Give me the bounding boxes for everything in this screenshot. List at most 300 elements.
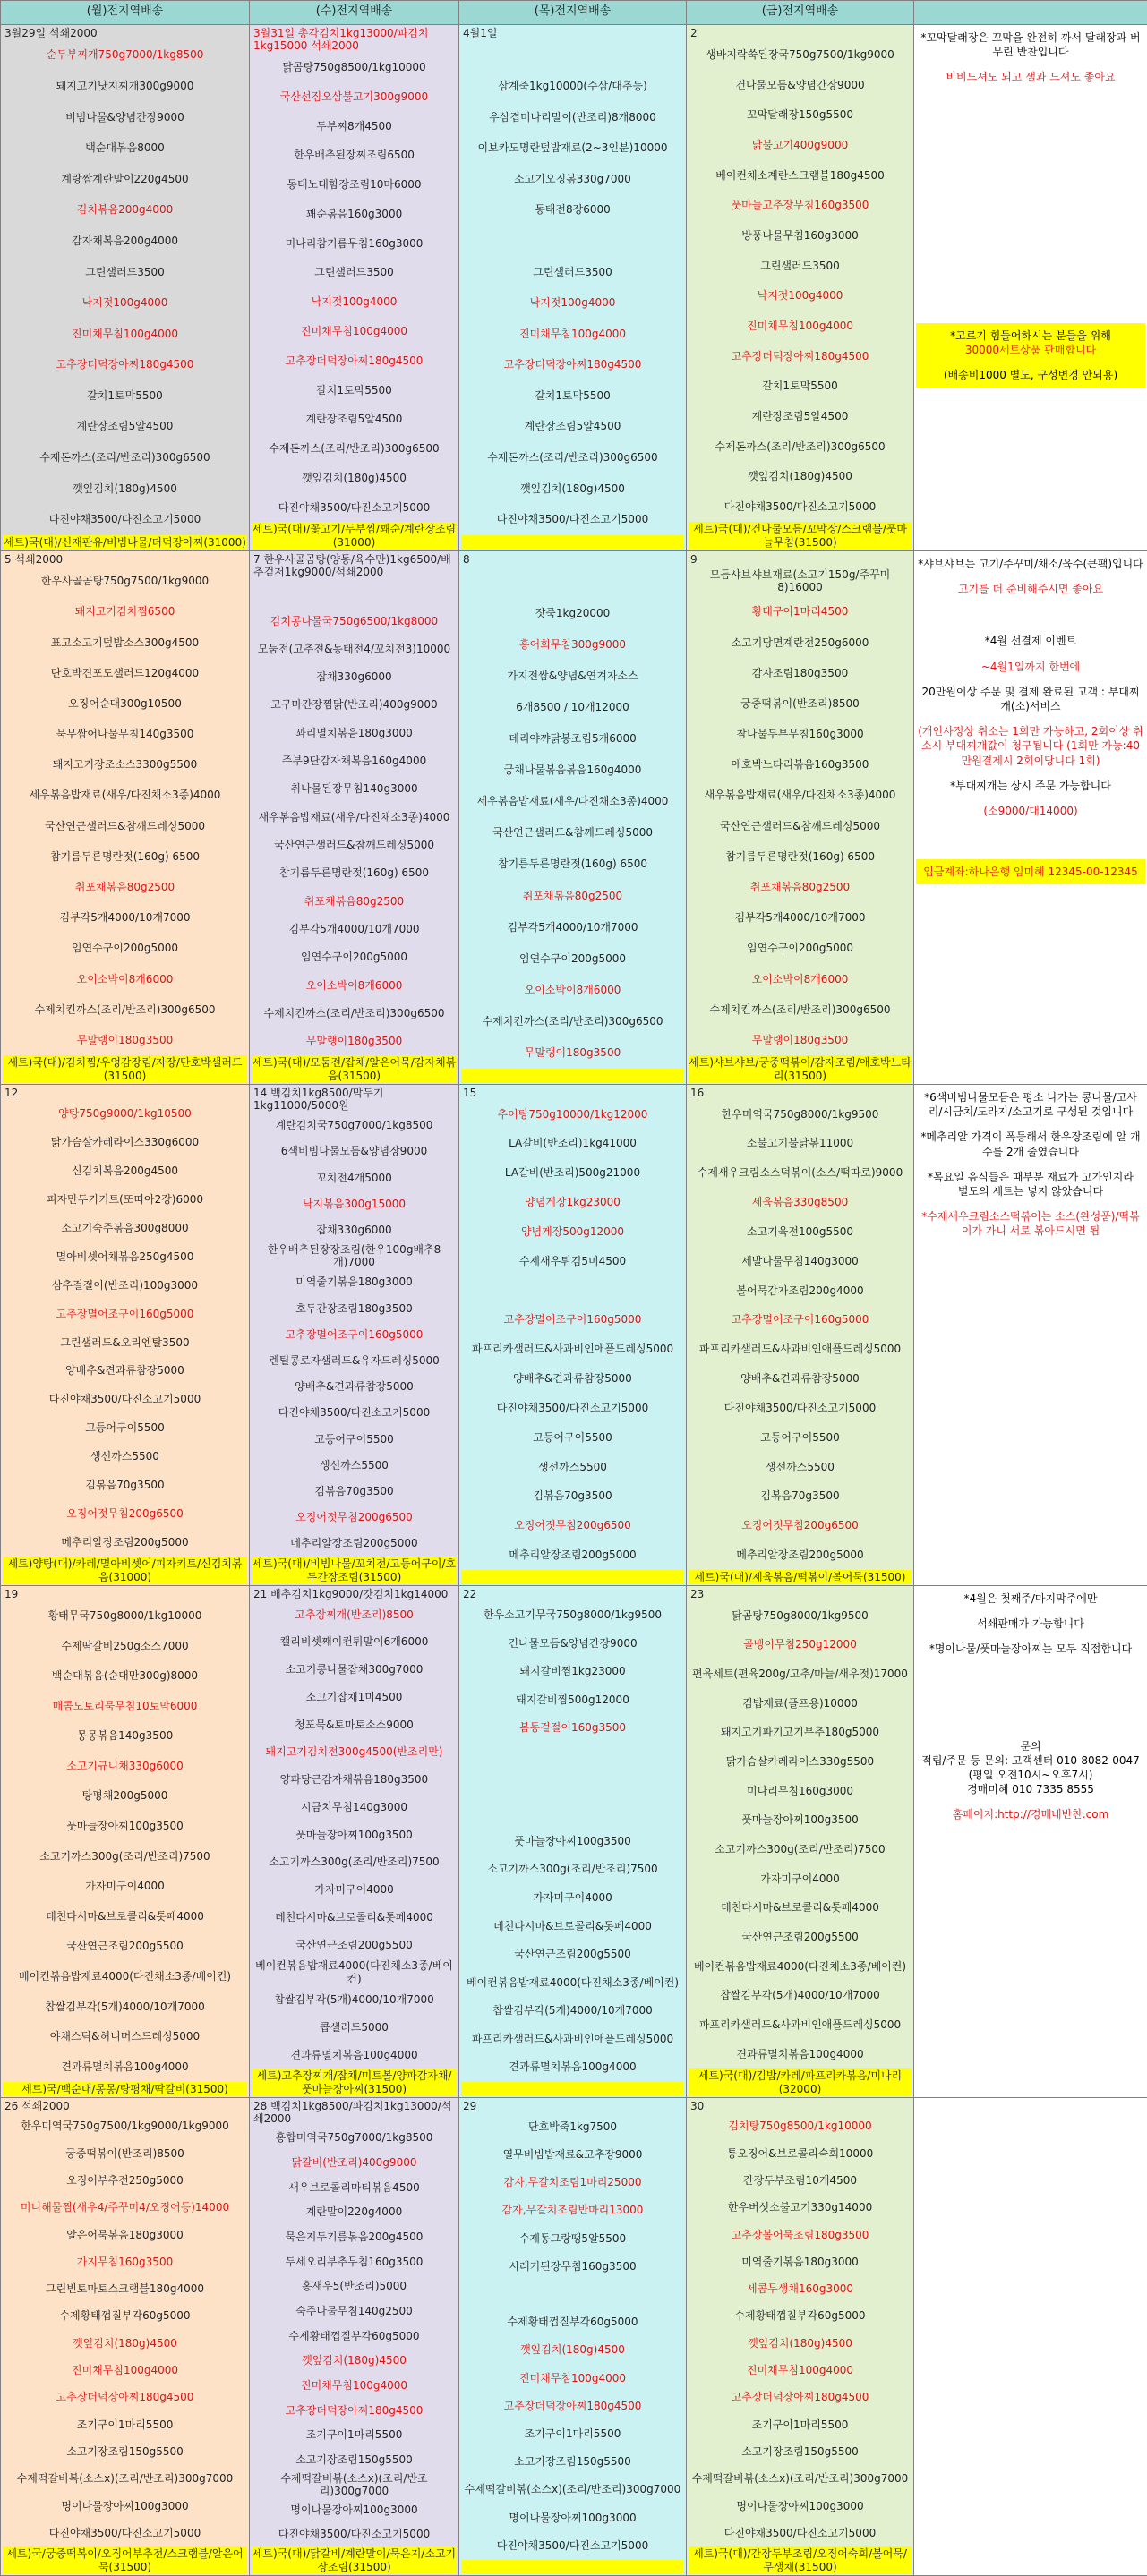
dish-item: 궁중떡볶이(반조리)8500 (689, 688, 912, 719)
dish-item: 새우볶음밥재료(새우/다진채소3종)4000 (252, 803, 457, 831)
day-title: 26 석쇄2000 (3, 2098, 247, 2112)
dish-item: 수제새우크림소스덕볶이(소스/떡따로)9000 (689, 1158, 912, 1188)
dish-item: 수제황태껍질부각60g5000 (689, 2302, 912, 2329)
dish-item: 동태전8장6000 (461, 194, 684, 226)
dish-list (252, 579, 457, 1055)
dish-list (3, 39, 247, 534)
dish-item: 미역줄기볶음180g3000 (252, 1269, 457, 1295)
dish-item: 그린빈토마토스크램블180g4000 (3, 2275, 247, 2302)
dish-item: 한우배추된장장조림(한우100g배추8개)7000 (252, 1243, 457, 1269)
dish-item: 국산선짐오삼불고기300g9000 (252, 82, 457, 112)
day-cell-thu (459, 1586, 687, 2098)
note-line: (배송비1000 별도, 구성변경 안되용) (918, 368, 1143, 382)
dish-item: 계란장조림5알4500 (689, 401, 912, 431)
dish-item: 김밥재료(플프용)10000 (689, 1688, 912, 1718)
dish-item: 갈치1토막5500 (252, 375, 457, 405)
day-title: 14 백김치1kg8500/막두기1kg11000/5000원 (252, 1085, 457, 1113)
dish-item: 잡채330g6000 (252, 663, 457, 691)
dish-item: 국산연근조림200g5500 (689, 1923, 912, 1952)
day-cell-fri (687, 25, 914, 551)
dish-item: 한우소고기무국750g8000/1kg9500 (461, 1600, 684, 1629)
dish-item: 백순대볶음(순대만300g)8000 (3, 1661, 247, 1692)
dish-item: 고등어구이5500 (252, 1426, 457, 1452)
dish-item: 깻잎김치(180g)4500 (252, 2349, 457, 2374)
dish-item: 다진야채3500/다진소고기5000 (252, 1400, 457, 1426)
notes-cell (914, 1586, 1147, 2098)
dish-item: 풋마늘장아찌100g3500 (689, 1805, 912, 1835)
note-block (916, 1586, 1145, 1611)
dish-item: 임연수구이200g5000 (689, 933, 912, 963)
dish-item: 돼지고기김치전300g4500(반조리만) (252, 1738, 457, 1766)
dish-item: 소고기까스300g(조리/반조리)7500 (461, 1855, 684, 1884)
dish-item: 수제떡갈비볶(소스x)(조리/반조리)300g7000 (252, 2472, 457, 2497)
dish-item: 홍어회무침300g9000 (461, 629, 684, 661)
dish-list (3, 1600, 247, 2081)
dish-item: 깻잎김치(180g)4500 (461, 2336, 684, 2364)
set-menu-label (461, 1570, 684, 1584)
dish-item: 두부찌8개4500 (252, 111, 457, 141)
dish-item: 건나물모듬&양념간장9000 (689, 70, 912, 100)
note-block (916, 1085, 1145, 1124)
dish-item: 돼지갈비찜500g12000 (461, 1685, 684, 1714)
dish-item: 베이컨채소계란스크램블180g4500 (689, 160, 912, 191)
note-line: *메추리알 가격이 폭등해서 한우장조림에 알 개수를 2개 줄였습니다 (918, 1130, 1143, 1158)
dish-item: 국산연근조림200g5500 (252, 1931, 457, 1958)
dish-item: 수제돈까스(조리/반조리)300g6500 (461, 442, 684, 473)
day-title: 4월1일 (461, 25, 684, 39)
dish-item (461, 226, 684, 257)
dish-item: 우삼겹미나리말이(반조리)8개8000 (461, 102, 684, 133)
day-cell-thu (459, 25, 687, 551)
dish-item: 닭곰탕750g8000/1kg9500 (689, 1600, 912, 1630)
empty-cell (914, 2098, 1147, 2576)
dish-item: 고추장찌개(반조리)8500 (252, 1600, 457, 1628)
day-title: 29 (461, 2098, 684, 2112)
dish-item: 간장두부조림10개4500 (689, 2167, 912, 2194)
dish-item: 양탕750g9000/1kg10500 (3, 1099, 247, 1128)
dish-item: 감자,무갈치조림반마리13000 (461, 2196, 684, 2224)
dish-item: 단호박견포도샐러드120g4000 (3, 658, 247, 688)
notes-cell (914, 1085, 1147, 1586)
dish-item: 김부각5개4000/10개7000 (689, 902, 912, 933)
dish-item: 감자,무갈치조림1마리25000 (461, 2169, 684, 2196)
dish-item: LA갈비(반조리)1kg41000 (461, 1129, 684, 1158)
dish-item: 고추장더덕장아찌180g4500 (252, 2398, 457, 2423)
day-cell-wed (250, 2098, 459, 2576)
note-line: *4월 선결제 이벤트 (918, 634, 1143, 648)
dish-item: 통오징어&브로콜리숙회10000 (689, 2140, 912, 2167)
dish-item: 고등어구이5500 (461, 1423, 684, 1453)
dish-item: 다진야채3500/다진소고기5000 (461, 504, 684, 535)
dish-item: 수제치킨까스(조리/반조리)300g6500 (461, 1005, 684, 1036)
dish-item: 소고기잡채1미4500 (252, 1684, 457, 1711)
day-cell-wed (250, 1586, 459, 2098)
dish-item (461, 566, 684, 597)
day-title: 2 (689, 25, 912, 39)
dish-item: 방풍나물무침160g3000 (689, 220, 912, 251)
dish-item: 그린샐러드3500 (252, 258, 457, 287)
dish-item: 명이나물장아찌100g3000 (461, 2503, 684, 2531)
day-title: 22 (461, 1586, 684, 1600)
dish-item: 오이소박이8개6000 (252, 971, 457, 999)
dish-item: 한우미역국750g8000/1kg9500 (689, 1099, 912, 1129)
set-menu-label: 세트)국(대)/제육볶음/떡볶이/볼어묵(31500) (689, 1570, 912, 1584)
dish-item: 미니해물찜(새우4/주꾸미4/오징어등)14000 (3, 2194, 247, 2221)
dish-item: 탕평채200g5000 (3, 1781, 247, 1812)
dish-item: 낙지젓100g4000 (689, 281, 912, 311)
dish-item: 황태구이1마리4500 (689, 597, 912, 627)
note-block (916, 1164, 1145, 1204)
dish-item: 미나리무침160g3000 (689, 1776, 912, 1805)
dish-item: 닭가슴살카레라이스330g5500 (689, 1747, 912, 1777)
dish-item: 골뱅이무침250g12000 (689, 1630, 912, 1659)
dish-item: 추어탕750g10000/1kg12000 (461, 1099, 684, 1129)
dish-item: 알은어묵볶음180g3000 (3, 2222, 247, 2248)
dish-item: 파프리카샐러드&사과비인애플드레싱5000 (689, 2010, 912, 2040)
day-cell-fri (687, 1586, 914, 2098)
dish-item: 렌틸콩로자샐러드&유자드레싱5000 (252, 1348, 457, 1374)
dish-item: 수제떡갈비볶(소스x)(조리/반조리)300g7000 (689, 2465, 912, 2492)
dish-item: 오이소박이8개6000 (3, 964, 247, 994)
dish-item: 참나물두부무침160g3000 (689, 719, 912, 749)
dish-item: 고추장멸어조구이160g5000 (3, 1300, 247, 1328)
dish-item: 비빔나물&양념간장9000 (3, 102, 247, 133)
dish-item: 명이나물장아찌100g3000 (689, 2493, 912, 2520)
note-line: *목요일 음식들은 때부분 재료가 고가인지라 (918, 1170, 1143, 1184)
dish-item: 건나물모듬&양념간장9000 (461, 1629, 684, 1658)
dish-item: 김치탕750g8500/1kg10000 (689, 2112, 912, 2139)
dish-item: 순두부찌개750g7000/1kg8500 (3, 39, 247, 71)
dish-item: 세발나물무침140g3000 (689, 1247, 912, 1276)
dish-item: 소고기콩나물잡채300g7000 (252, 1656, 457, 1684)
dish-item: 가자미구이4000 (3, 1872, 247, 1902)
note-block (916, 1662, 1145, 1734)
day-cell-mon (1, 2098, 250, 2576)
set-menu-label: 세트)국(대)/비빔나물/꼬치전/고등어구이/호두간장조림(31500) (252, 1557, 457, 1584)
note-line: 홈페이지:http://경매네반찬.com (918, 1807, 1143, 1821)
set-menu-label: 세트)국(대)/닭갈비/계란말이/묵은지/소고기장조림(31500) (252, 2546, 457, 2574)
note-line: (평일 오전10시~오후7시) (918, 1768, 1143, 1782)
dish-item: 무말랭이180g3500 (689, 1025, 912, 1055)
dish-item: 오이소박이8개6000 (461, 974, 684, 1005)
note-block (916, 363, 1145, 388)
dish-item: 진미채무침100g4000 (252, 2374, 457, 2399)
note-line: *부대찌개는 상시 주문 가능합니다 (918, 779, 1143, 793)
dish-item: 그린샐러드3500 (689, 251, 912, 281)
dish-item: 진미채무침100g4000 (689, 311, 912, 341)
dish-item: 수제치킨까스(조리/반조리)300g6500 (252, 999, 457, 1027)
dish-item: 진미채무침100g4000 (461, 319, 684, 350)
dish-item: 소고기까스300g(조리/반조리)7500 (689, 1835, 912, 1864)
dish-item: 김부각5개4000/10개7000 (3, 902, 247, 933)
dish-item: 양배추&견과류참장5000 (3, 1357, 247, 1386)
dish-item: 찹쌀김부각(5개)4000/10개7000 (461, 1997, 684, 2026)
day-cell-thu (459, 2098, 687, 2576)
dish-item: 깻잎김치(180g)4500 (252, 464, 457, 493)
dish-item: 닭가슴살카레라이스330g6000 (3, 1128, 247, 1156)
dish-item: 돼지갈비찜1kg23000 (461, 1658, 684, 1686)
dish-item: 수제떡갈비볶(소스x)(조리/반조리)300g7000 (3, 2465, 247, 2492)
dish-item: 꼬치전4개5000 (252, 1164, 457, 1190)
dish-list (3, 2112, 247, 2546)
note-line: *고르기 힘들어하시는 분들을 위해 (918, 328, 1143, 343)
dish-item: 소고기규니채330g6000 (3, 1751, 247, 1781)
dish-item: 다진야채3500/다진소고기5000 (3, 2520, 247, 2546)
set-menu-label: 세트)국(대)/모둠전/잡채/알은어묵/감자채볶음(31500) (252, 1055, 457, 1083)
dish-item: 그린샐러드3500 (3, 256, 247, 287)
header-monday: (월)전지역배송 (1, 1, 250, 25)
dish-item: 오징어젓무침200g6500 (689, 1511, 912, 1540)
dish-list (461, 39, 684, 534)
week-row (1, 25, 1147, 551)
dish-list (252, 1600, 457, 2068)
set-menu-label (461, 2560, 684, 2574)
dish-item: 세콤무생채160g3000 (689, 2275, 912, 2302)
dish-item: 무말랭이180g3500 (461, 1037, 684, 1069)
set-menu-label: 세트)국(대)/김밥/카레/파프리카볶음/미나리(32000) (689, 2068, 912, 2096)
dish-item: 풋마늘장아찌100g3500 (3, 1811, 247, 1841)
dish-item: 깻잎김치(180g)4500 (461, 473, 684, 504)
set-menu-label: 세트)국/백순대/몽몽/탕평채/딱갈비(31500) (3, 2082, 247, 2096)
note-line: 경매미혜 010 7335 8555 (918, 1782, 1143, 1796)
day-title: 16 (689, 1085, 912, 1099)
note-line: 적립/주문 등 문의: 고객센터 010-8082-0047 (918, 1753, 1143, 1768)
dish-item: 풋마늘장아찌100g3500 (252, 1821, 457, 1848)
week-row (1, 551, 1147, 1085)
dish-item (252, 579, 457, 607)
dish-item: 가자미구이4000 (252, 1876, 457, 1904)
dish-item: 수제돈까스(조리/반조리)300g6500 (252, 434, 457, 464)
dish-item: 국산연근샐러드&참깨드레싱5000 (252, 832, 457, 859)
dish-item: 모듬샤브샤브재료(소고기150g/주꾸미8)16000 (689, 566, 912, 596)
dish-item: 잡채330g6000 (252, 1217, 457, 1243)
note-block (916, 719, 1145, 773)
week-row (1, 1586, 1147, 2098)
dish-item: 명이나물장아찌100g3000 (3, 2493, 247, 2520)
dish-item: 단호박죽1kg7500 (461, 2112, 684, 2140)
dish-item: 양념게장500g12000 (461, 1217, 684, 1247)
dish-item: 찹쌀김부각(5개)4000/10개7000 (689, 1981, 912, 2010)
dish-item: 국산연근샐러드&참깨드레싱5000 (3, 811, 247, 841)
dish-list (461, 1600, 684, 2081)
dish-item: 콥샐러드5000 (252, 2014, 457, 2042)
dish-item: 수제치킨까스(조리/반조리)300g6500 (3, 994, 247, 1025)
day-title: 21 배추김치1kg9000/갓김치1kg14000 (252, 1586, 457, 1600)
header-row (1, 1, 1147, 25)
dish-item: 닭곰탕750g8500/1kg10000 (252, 53, 457, 82)
day-title: 3월31일 총각김치1kg13000/파김치1kg15000 석쇄2000 (252, 25, 457, 53)
dish-item: 애호박느타리볶음160g3500 (689, 749, 912, 780)
dish-list (461, 2112, 684, 2559)
day-title: 8 (461, 551, 684, 566)
set-menu-label: 세트)국(대)/신재판유/비빔나물/더덕장아찌(31000) (3, 535, 247, 550)
dish-item: 다진야채3500/다진소고기5000 (3, 504, 247, 535)
dish-item: 고추장볼어묵조림180g3500 (689, 2222, 912, 2248)
note-block (916, 90, 1145, 323)
dish-item (461, 1742, 684, 1770)
dish-item: 삼계죽1kg10000(수삼/대추등) (461, 71, 684, 102)
set-menu-label: 세트)국(대)/간장두부조림/오징어숙회/볼어묵/무생채(31500) (689, 2546, 912, 2574)
dish-item: 편육세트(편육200g/고추/마늘/새우젓)17000 (689, 1659, 912, 1689)
dish-item: 멸아비셋어채볶음250g4500 (3, 1242, 247, 1271)
dish-item: 파프리카샐러드&사과비인애플드레싱5000 (461, 1335, 684, 1364)
dish-item: 데친다시마&브로콜리&톳페4000 (3, 1901, 247, 1932)
dish-item: 미역줄기볶음180g3000 (689, 2248, 912, 2275)
menu-body (1, 25, 1147, 2576)
dish-item: 세우볶음밥재료(새우/다진채소3종)4000 (461, 786, 684, 817)
dish-item: 오징어젓무침200g6500 (461, 1511, 684, 1540)
dish-item: 수제딱갈비250g소스7000 (3, 1631, 247, 1661)
dish-item: 한우버섯소불고기330g14000 (689, 2194, 912, 2221)
dish-list (689, 2112, 912, 2546)
day-cell-fri (687, 551, 914, 1085)
dish-item: 소고기장조림150g5500 (252, 2448, 457, 2473)
day-cell-wed (250, 25, 459, 551)
dish-item: 진미채무침100g4000 (3, 319, 247, 350)
dish-item: 고추장멸어조구이160g5000 (689, 1305, 912, 1335)
dish-item: 묵무쌈어나물무침140g3500 (3, 719, 247, 749)
day-title: 7 한우사골곰탕(양동/육수만)1kg6500/배추겉저1kg9000/석쇄2000 (252, 551, 457, 579)
dish-item: 고추장더덕장아찌180g4500 (689, 2384, 912, 2410)
dish-item: 열무비빔밥재료&고추장9000 (461, 2141, 684, 2169)
note-block (916, 1204, 1145, 1243)
dish-item: 무말랭이180g3500 (252, 1028, 457, 1055)
dish-item (461, 1770, 684, 1799)
dish-item: 진미채무침100g4000 (252, 317, 457, 346)
dish-item: 돼지고기장조소스3300g5500 (3, 749, 247, 780)
dish-item: 고추장더덕장아찌180g4500 (3, 349, 247, 380)
dish-item: 김볶음70g3500 (461, 1481, 684, 1511)
dish-item: 궁채나물볶음볶음160g4000 (461, 755, 684, 786)
dish-item: 김치볶음200g4000 (3, 194, 247, 226)
dish-item: 계란장조림5알4500 (461, 411, 684, 442)
dish-item: 시금치무침140g3000 (252, 1794, 457, 1821)
dish-item: 소고기까스300g(조리/반조리)7500 (3, 1841, 247, 1872)
dish-item: 베이컨볶음밥재료4000(다진채소3종/베이컨) (3, 1961, 247, 1992)
dish-item: 꽈리멸치볶음180g3000 (252, 719, 457, 746)
dish-item: 데리야꺄닭봉조림5개6000 (461, 723, 684, 755)
note-block (916, 1636, 1145, 1661)
dish-item: 수제황태껍질부각60g5000 (252, 2324, 457, 2349)
note-line: 석쇄판매가 가능합니다 (918, 1616, 1143, 1631)
dish-item: 고등어구이5500 (3, 1414, 247, 1443)
header-wednesday: (수)전지역배송 (250, 1, 459, 25)
day-title: 23 (689, 1586, 912, 1600)
set-menu-label: 세트)샤브샤브/궁중떡볶이/감자조림/애호박느타리(31500) (689, 1055, 912, 1083)
dish-item: 캘리비셋째이컨튀말이6개6000 (252, 1628, 457, 1656)
note-block (916, 679, 1145, 719)
day-title: 28 백김치1kg8500/파김치1kg13000/석쇄2000 (252, 2098, 457, 2126)
dish-item: 양배추&견과류참장5000 (252, 1374, 457, 1400)
note-line: *4월은 첫째주/마지막주에만 (918, 1591, 1143, 1606)
note-line: (개인사정상 취소는 1회만 가능하고, 2회이상 취소시 부대찌개값이 청구됩니다 (1회만 가능:40만원결제시 2회이당니다 1회) (918, 724, 1143, 768)
dish-item: 참기름두른명란젓(160g) 6500 (689, 841, 912, 872)
dish-item: 다진야채3500/다진소고기5000 (689, 1394, 912, 1423)
dish-item: 야채스틱&허니머스드레싱5000 (3, 2021, 247, 2051)
dish-item: 가자미구이4000 (461, 1883, 684, 1912)
notes-cell (914, 25, 1147, 551)
dish-item: 조기구이1마리5500 (252, 2423, 457, 2448)
dish-item: 소고기당면계란전250g6000 (689, 627, 912, 658)
dish-item: 깻잎김치(180g)4500 (3, 473, 247, 504)
dish-item: 신김치볶음200g4500 (3, 1156, 247, 1185)
day-cell-wed (250, 1085, 459, 1586)
note-block (916, 551, 1145, 576)
dish-item: 데친다시마&브로콜리&톳페4000 (689, 1893, 912, 1923)
week-row (1, 2098, 1147, 2576)
note-line: 비비드셔도 되고 샐과 드셔도 좋아요 (918, 70, 1143, 84)
set-menu-label: 세트)양탕(대)/카레/멸아비셋어/피자키트/신김치볶음(31000) (3, 1557, 247, 1584)
dish-item: 베이컨볶음밥재료4000(다진채소3종/베이컨) (689, 1951, 912, 1981)
dish-item: 다진야채3500/다진소고기5000 (252, 493, 457, 523)
dish-item: 견과류멸치볶음100g4000 (3, 2051, 247, 2082)
note-block (916, 25, 1145, 64)
dish-item: 양파당근감자채볶음180g3500 (252, 1766, 457, 1794)
dish-item: 고추장멸어조구이160g5000 (252, 1321, 457, 1347)
dish-list (461, 566, 684, 1068)
dish-item: 김볶음70g3500 (252, 1479, 457, 1505)
dish-item: 국산연근조림200g5500 (461, 1941, 684, 1969)
day-title: 12 (3, 1085, 247, 1099)
dish-list (252, 1113, 457, 1557)
dish-item: 소고기장조림150g5500 (461, 2448, 684, 2476)
note-line: 20만원이상 주문 및 결제 완료된 고객 : 부대찌개(소)서비스 (918, 685, 1143, 713)
note-line: *명이나물/풋마늘장아찌는 모두 직접합니다 (918, 1642, 1143, 1656)
dish-item: 세우볶음밥재료(새우/다진채소3종)4000 (3, 780, 247, 811)
dish-item: 꽤순볶음160g3000 (252, 200, 457, 229)
dish-item: 6개8500 / 10개12000 (461, 692, 684, 723)
note-block (916, 823, 1145, 859)
note-block (916, 601, 1145, 628)
set-menu-label: 세트)고추장찌개/잡채/미트볼/양파감자채/풋마늘장아찌(31500) (252, 2068, 457, 2096)
note-block (916, 64, 1145, 90)
dish-item: 무말랭이180g3500 (3, 1025, 247, 1055)
notes-cell (914, 551, 1147, 1085)
note-block (916, 1124, 1145, 1164)
dish-item: 깻잎김치(180g)4500 (689, 462, 912, 492)
dish-item: 계랑쌈계란말이220g4500 (3, 164, 247, 195)
dish-item: 주부9단감자채볶음160g4000 (252, 747, 457, 775)
note-line: *6색비빔나물모듬은 평소 나가는 콩나물/고사리/시금치/도라지/소고기로 구성된 것입니다 (918, 1090, 1143, 1119)
dish-item: 생선까스5500 (3, 1442, 247, 1471)
dish-item: 베이컨볶음밥재료4000(다진채소3종/베이컨) (461, 1968, 684, 1997)
note-block (916, 859, 1145, 884)
dish-item: 다진야채3500/다진소고기5000 (461, 2531, 684, 2559)
dish-item: 고추장더덕장아찌180g4500 (689, 341, 912, 371)
dish-item: 소고기장조림150g5500 (689, 2438, 912, 2465)
dish-item: 새우브로콜리마티볶음4500 (252, 2175, 457, 2200)
dish-item: 그린샐러드3500 (461, 256, 684, 287)
dish-item: 임연수구이200g5000 (3, 933, 247, 963)
set-menu-label: 세트)국(대)/건나물모듬/꼬막장/스크램블/풋마늘무침(31500) (689, 522, 912, 550)
dish-item: 숙주나물무침140g2500 (252, 2299, 457, 2324)
dish-item: 새우볶음밥재료(새우/다진채소3종)4000 (689, 780, 912, 811)
note-line: *수제새우크림소스떡볶이는 소스(완성품)/떡볶이가 가니 서로 볶아드시면 됩 (918, 1209, 1143, 1238)
dish-item: 그린샐러드&오리엔탈3500 (3, 1328, 247, 1357)
dish-item: 돼지고기김치찜6500 (3, 597, 247, 627)
dish-item (461, 2281, 684, 2308)
dish-item: 묵은지두기름볶음200g4500 (252, 2224, 457, 2249)
dish-item: 매콤도토리묵무침10토막6000 (3, 1691, 247, 1721)
dish-item: 임연수구이200g5000 (461, 943, 684, 974)
dish-item: 메추리알장조림200g5000 (461, 1540, 684, 1570)
dish-item: 찹쌀김부각(5개)4000/10개7000 (252, 1986, 457, 2014)
dish-item: 오징어젓무침200g6500 (252, 1505, 457, 1531)
dish-item: 시래기된장무침160g3500 (461, 2252, 684, 2280)
dish-item: 닭불고기400g9000 (689, 130, 912, 160)
dish-item: 모둠전(고추전&동태전4/꼬치전3)10000 (252, 635, 457, 662)
dish-item: 김볶음70g3500 (3, 1471, 247, 1499)
